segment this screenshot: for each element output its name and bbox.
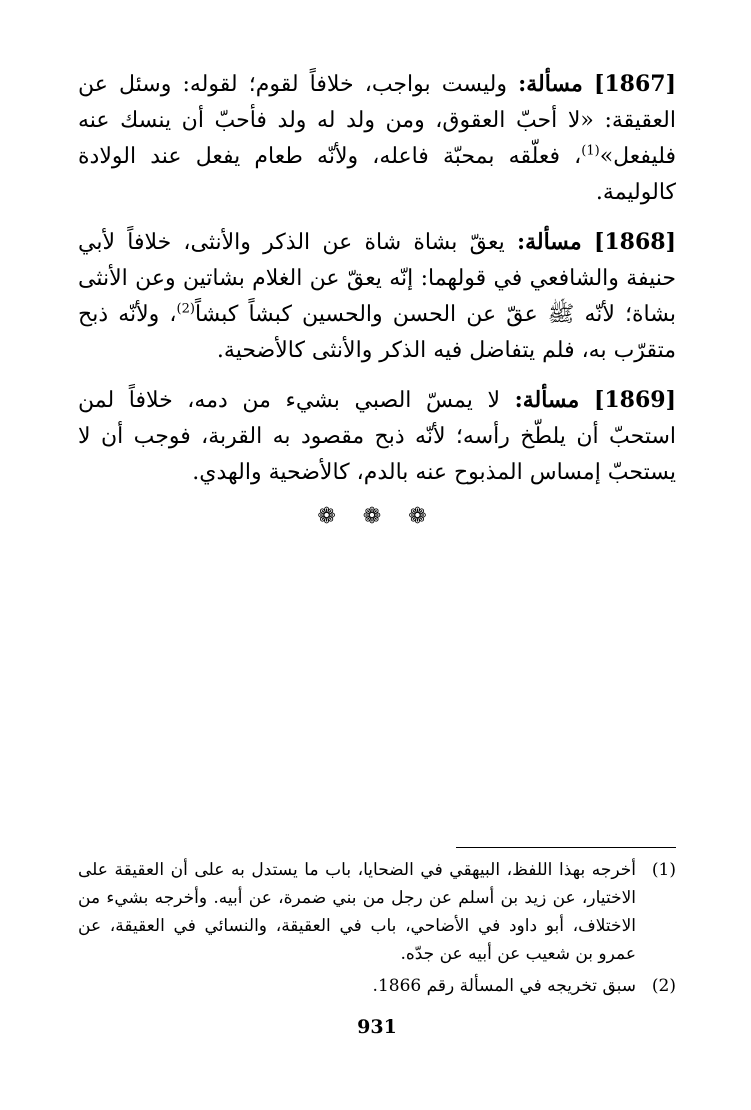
issue-label: مسألة: — [516, 229, 582, 255]
issue-1867 — [78, 66, 676, 211]
issue-label: مسألة: — [518, 71, 583, 97]
book-page — [78, 66, 676, 1076]
footnote-number: (2) — [651, 976, 676, 996]
footnote-number: (1) — [651, 860, 676, 880]
footnote-ref: (1) — [581, 143, 600, 159]
issue-number: [1869] — [593, 387, 676, 413]
footnotes — [78, 856, 676, 1004]
footnote-2 — [78, 972, 676, 1000]
footnote-1 — [78, 856, 676, 968]
issue-1869 — [78, 382, 676, 491]
issue-text-continued: ، ولأنّه ذبح متقرّب به، فلم يتفاضل فيه الذكر والأنثى كالأضحية. — [78, 302, 676, 363]
section-end-ornaments: ❁ ❁ ❁ — [317, 504, 437, 529]
footnote-ref: (2) — [176, 301, 195, 317]
issue-text-continued: ، فعلّقه بمحبّة فاعله، ولأنّه طعام يفعل عند الولادة كالوليمة. — [78, 144, 676, 205]
issue-label: مسألة: — [514, 387, 580, 413]
issue-1868 — [78, 224, 676, 369]
issue-text: وليست بواجب، خلافاً لقوم؛ لقوله: وسئل عن العقيقة: «لا أحبّ العقوق، ومن ولد له ولد فأحبّ أن ينسك عنه فليفعل» — [78, 72, 676, 169]
footnote-separator — [456, 847, 676, 848]
issue-number: [1867] — [593, 71, 676, 97]
issue-text: لا يمسّ الصبي بشيء من دمه، خلافاً لمن استحبّ أن يلطّخ رأسه؛ لأنّه ذبح مقصود به القربة، فوجب أن لا يستحبّ إمساس المذبوح عنه بالدم، كالأضحية والهدي. — [78, 388, 676, 485]
issue-text: يعقّ بشاة شاة عن الذكر والأنثى، خلافاً لأبي حنيفة والشافعي في قولهما: إنّه يعقّ عن الغلام بشاتين وعن الأنثى بشاة؛ لأنّه ﷺ عقّ عن الحسن والحسين كبشاً كبشاً — [78, 230, 677, 327]
footnote-text: أخرجه بهذا اللفظ، البيهقي في الضحايا، باب ما يستدل به على أن العقيقة على الاختيار، عن زيد بن أسلم عن رجل من بني ضمرة، عن أبيه. وأخرجه بشيء من الاختلاف، أبو داود في الأضاحي، باب في العقيقة، والنسائي في العقيقة، عن عمرو بن شعيب عن أبيه عن جدّه. — [78, 860, 636, 964]
issue-number: [1868] — [593, 229, 676, 255]
page-number: 931 — [357, 1016, 397, 1038]
footnote-text: سبق تخريجه في المسألة رقم 1866. — [372, 976, 636, 996]
